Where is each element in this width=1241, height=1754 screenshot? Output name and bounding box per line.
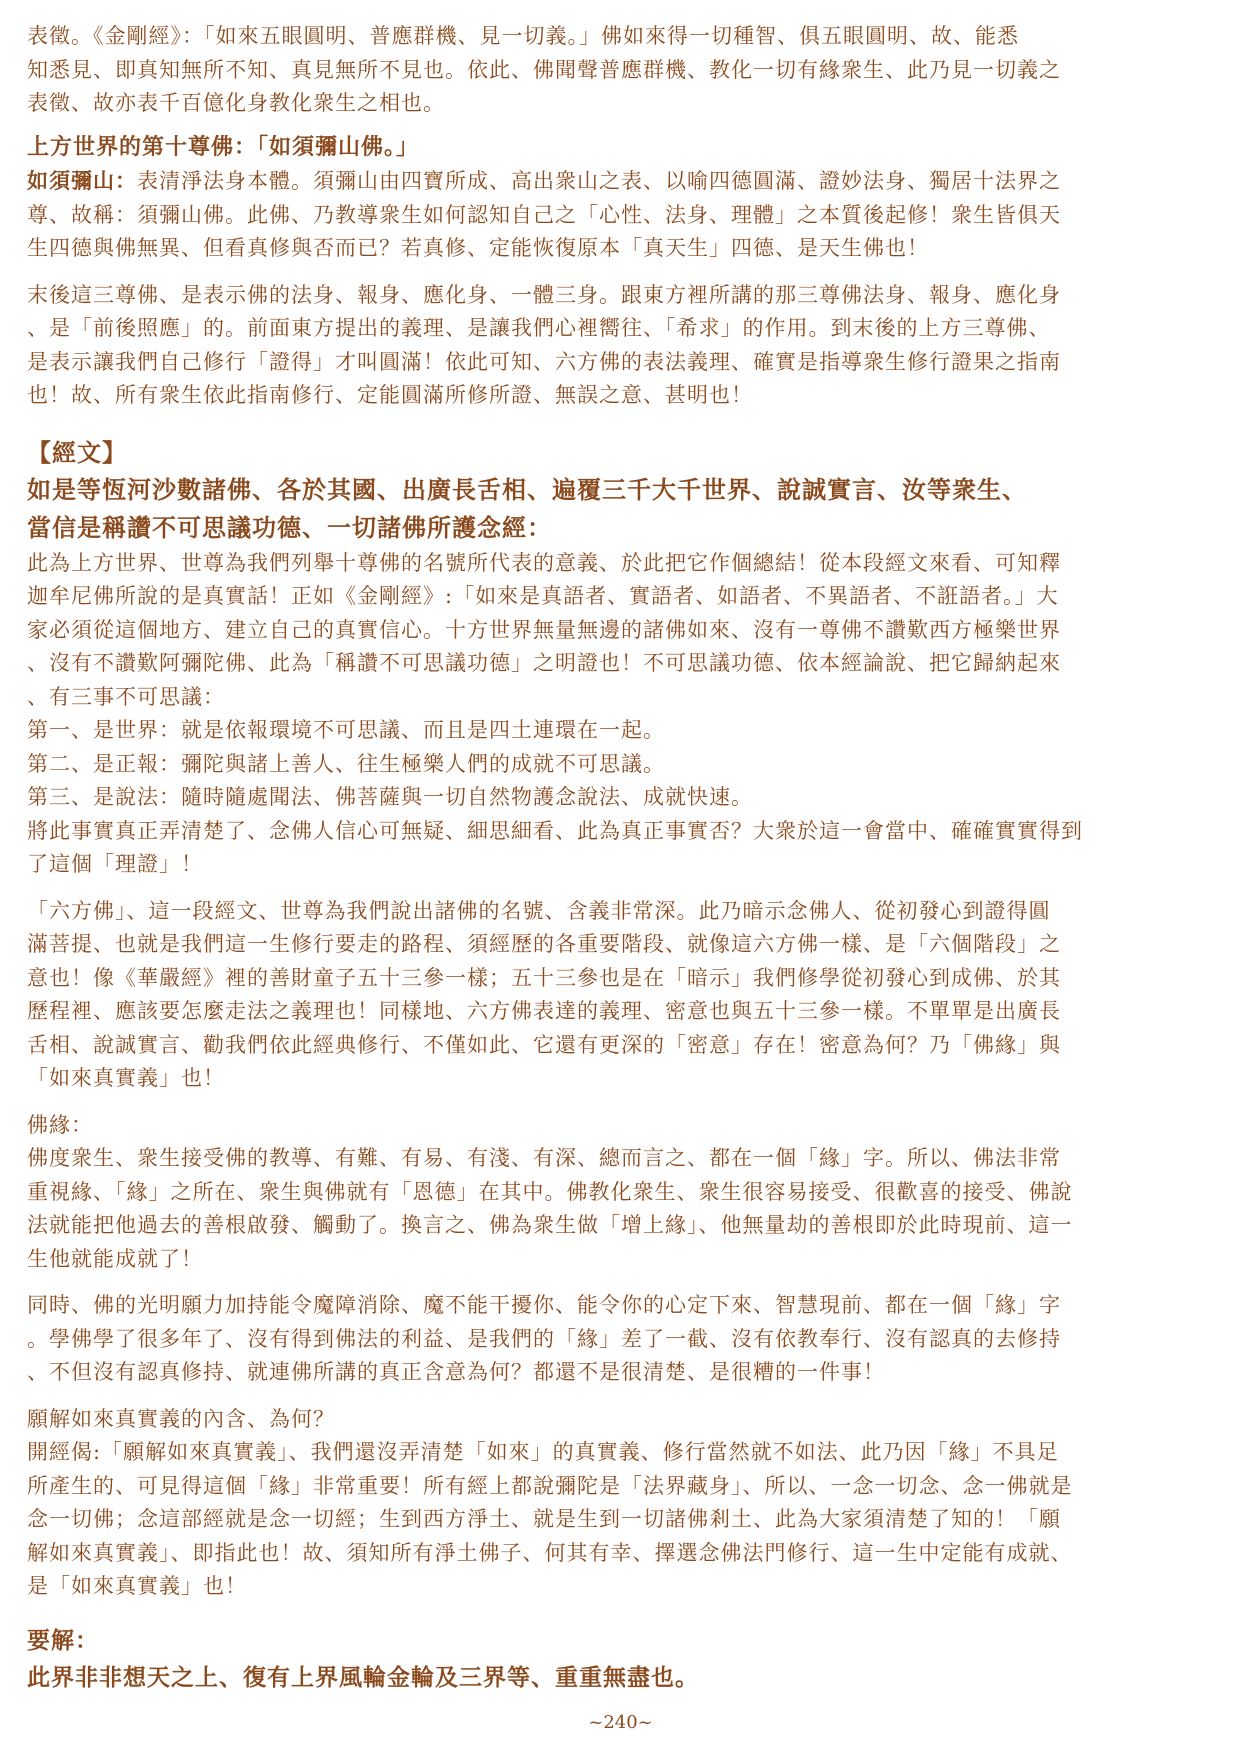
sumeru-line: 尊、故稱：須彌山佛。此佛、乃教導衆生如何認知自己之「心性、法身、理體」之本質後起修！衆生皆俱天 [27,202,1061,227]
intro-line: 表徵、故亦表千百億化身教化衆生之相也。 [27,91,445,115]
commentary-line: 第二、是正報：彌陀與諸上善人、往生極樂人們的成就不可思議。 [27,751,665,776]
light-line: 同時、佛的光明願力加持能令魔障消除、魔不能干擾你、能令你的心定下來、智慧現前、都在一個「緣」字 [27,1293,1061,1317]
sutra-text [27,471,1225,547]
light-line: 。學佛學了很多年了、沒有得到佛法的利益、是我們的「緣」差了一截、沒有依教奉行、沒有認真的去修持 [27,1326,1061,1351]
affinity-line: 法就能把他過去的善根啟發、觸動了。換言之、佛為衆生做「增上緣」、他無量劫的善根即於此時現前、這一 [27,1213,1073,1237]
commentary-paragraph [27,547,1225,882]
page-content [27,20,1225,1695]
six-directions-line: 滿菩提、也就是我們這一生修行要走的路程、須經歷的各重要階段、就像這六方佛一樣、是「六個階段」之 [27,932,1061,956]
affinity-line: 生他就能成就了！ [27,1246,203,1271]
six-directions-line: 意也！像《華嚴經》裡的善財童子五十三參一樣；五十三參也是在「暗示」我們修學從初發心到成佛、於其 [27,965,1061,990]
sumeru-line: 表清淨法身本體。須彌山由四寶所成、高出衆山之表、以喻四德圓滿、證妙法身、獨居十法界之 [137,169,1061,193]
commentary-line: 、有三事不可思議： [27,684,225,709]
six-directions-line: 「如來真實義」也！ [27,1066,225,1090]
commentary-line: 將此事實真正弄清楚了、念佛人信心可無疑、細思細看、此為真正事實否？大衆於這一會當中、確確實實得到 [27,818,1083,843]
light-line: 、不但沒有認真修持、就連佛所講的真正含意為何？都還不是很清楚、是很糟的一件事！ [27,1360,885,1384]
affinity-paragraph [27,1142,1225,1276]
affinity-line: 佛度衆生、衆生接受佛的教導、有難、有易、有淺、有深、總而言之、都在一個「緣」字。所以、佛法非常 [27,1146,1061,1170]
three-bodies-line: 末後這三尊佛、是表示佛的法身、報身、應化身、一體三身。跟東方裡所講的那三尊佛法身、報身、應化身 [27,282,1061,307]
commentary-line: 此為上方世界、世尊為我們列舉十尊佛的名號所代表的意義、於此把它作個總結！從本段經文來看、可知釋 [27,550,1061,575]
sumeru-term: 如須彌山： [27,168,137,193]
six-directions-paragraph [27,895,1225,1096]
affinity-line: 重視緣、「緣」之所在、衆生與佛就有「恩德」在其中。佛教化衆生、衆生很容易接受、很歡喜的接受、佛說 [27,1179,1073,1204]
commentary-line: 第一、是世界：就是依報環境不可思議、而且是四土連環在一起。 [27,718,665,742]
question-paragraph [27,1436,1225,1604]
page-number: ~240~ [588,1712,653,1733]
intro-line: 表徵。《金剛經》：「如來五眼圓明、普應群機、見一切義。」佛如來得一切種智、俱五眼圓明、故、能悉 [27,24,1019,48]
question-line: 所產生的、可見得這個「緣」非常重要！所有經上都說彌陀是「法界藏身」、所以、一念一切念、念一佛就是 [27,1473,1073,1498]
intro-paragraph [27,20,1225,121]
question-label: 願解如來真實義的內含、為何？ [27,1406,335,1431]
yao-text: 此界非非想天之上、復有上界風輪金輪及三界等、重重無盡也。 [27,1664,699,1691]
tenth-buddha-heading: 上方世界的第十尊佛：「如須彌山佛。」 [27,133,420,160]
commentary-line: 、沒有不讚歎阿彌陀佛、此為「稱讚不可思議功德」之明證也！不可思議功德、依本經論說、把它歸納起來 [27,651,1061,675]
six-directions-line: 舌相、說誠實言、勸我們依此經典修行、不僅如此、它還有更深的「密意」存在！密意為何？乃「佛緣」與 [27,1032,1061,1057]
six-directions-line: 「六方佛」、這一段經文、世尊為我們說出諸佛的名號、含義非常深。此乃暗示念佛人、從初發心到證得圓 [27,898,1051,923]
sumeru-line: 生四德與佛無異、但看真修與否而已？若真修、定能恢復原本「真天生」四德、是天生佛也！ [27,236,929,260]
sumeru-paragraph [27,164,1225,266]
sutra-line: 當信是稱讚不可思議功德、一切諸佛所護念經： [27,512,552,542]
commentary-line: 第三、是說法：隨時隨處聞法、佛菩薩與一切自然物護念說法、成就快速。 [27,785,753,809]
three-bodies-paragraph [27,279,1225,413]
commentary-line: 家必須從這個地方、建立自己的真實信心。十方世界無量無邊的諸佛如來、沒有一尊佛不讚歎西方極樂世界 [27,617,1061,642]
question-line: 念一切佛；念這部經就是念一切經；生到西方淨土、就是生到一切諸佛剎土、此為大家須清楚了知的！「願 [27,1507,1061,1531]
affinity-label: 佛緣： [27,1112,93,1137]
question-line: 是「如來真實義」也！ [27,1574,247,1598]
light-paragraph [27,1289,1225,1390]
three-bodies-line: 是表示讓我們自己修行「證得」才叫圓滿！依此可知、六方佛的表法義理、確實是指導衆生修行證果之指南 [27,349,1061,374]
three-bodies-line: 、是「前後照應」的。前面東方提出的義理、是讓我們心裡嚮往、「希求」的作用。到末後的上方三尊佛、 [27,316,1051,340]
intro-line: 知悉見、即真知無所不知、真見無所不見也。依此、佛聞聲普應群機、教化一切有緣衆生、此乃見一切義之 [27,57,1061,82]
sutra-line: 如是等恆河沙數諸佛、各於其國、出廣長舌相、遍覆三千大千世界、說誠實言、汝等衆生、 [27,474,1027,504]
six-directions-line: 歷程裡、應該要怎麼走法之義理也！同樣地、六方佛表達的義理、密意也與五十三參一樣。不單單是出廣長 [27,999,1061,1023]
sutra-label: 【經文】 [27,437,127,467]
commentary-line: 迦牟尼佛所說的是真實話！正如《金剛經》:「如來是真語者、實語者、如語者、不異語者、不誑語者。」大 [27,584,1059,608]
commentary-line: 了這個「理證」！ [27,852,203,876]
question-line: 解如來真實義」、即指此也！故、須知所有淨土佛子、何其有幸、擇選念佛法門修行、這一生中定能有成就、 [27,1540,1073,1565]
question-line: 開經偈:「願解如來真實義」、我們還沒弄清楚「如來」的真實義、修行當然就不如法、此乃因「緣」不具足 [27,1440,1059,1464]
yao-label: 要解： [27,1626,99,1654]
three-bodies-line: 也！故、所有衆生依此指南修行、定能圓滿所修所證、無誤之意、甚明也！ [27,383,753,407]
